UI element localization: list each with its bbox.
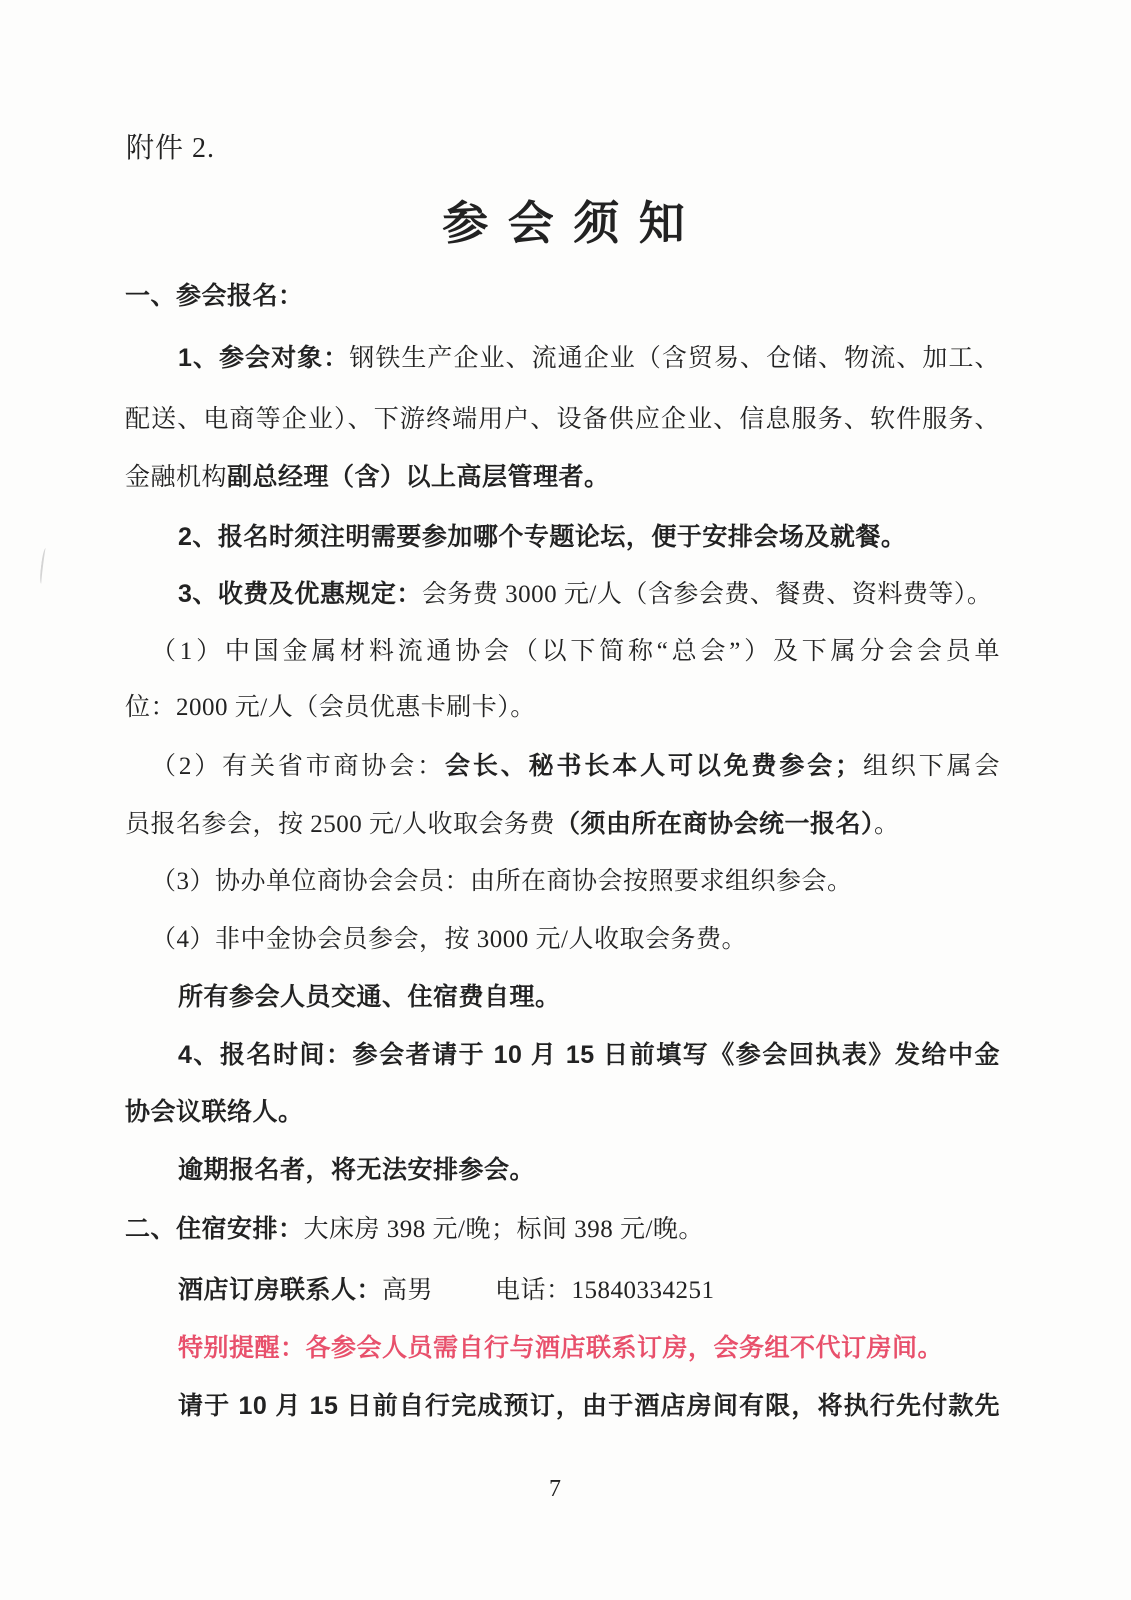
para-special-reminder: [178, 1330, 943, 1367]
para-fee-item1-line2: [125, 690, 536, 726]
heading-registration: [125, 278, 304, 315]
para-expenses-note: [178, 979, 561, 1016]
para-booking-note: [178, 1388, 1000, 1425]
text-run: （4）非中金协会员参会，按 3000 元/人收取会务费。: [151, 926, 747, 953]
para-deadline-line2: [125, 1094, 304, 1131]
para-forum-note: [178, 519, 906, 556]
text-run: 1、参会对象：: [178, 344, 350, 372]
text-run: （3）协办单位商协会会员：由所在商协会按照要求组织参会。: [151, 868, 853, 895]
hotel-contact-phone: 电话：15840334251: [495, 1277, 715, 1304]
scan-artifact: [39, 548, 48, 584]
text-run: 员报名参会，按 2500 元/人收取会务费: [125, 811, 555, 838]
para-hotel-contact: [178, 1272, 715, 1309]
para-fee-item4: [151, 922, 747, 958]
para-attendees-line3: [125, 459, 610, 496]
text-run: 3、收费及优惠规定：: [178, 580, 422, 608]
para-attendees-line2: [125, 402, 1000, 438]
text-run: 酒店订房联系人：: [178, 1276, 383, 1304]
para-fee-item1-line1: [151, 634, 1000, 670]
text-run: 组织下属会: [860, 753, 1000, 780]
text-run: 位：2000 元/人（会员优惠卡刷卡）。: [125, 694, 536, 721]
para-fee-item2-line2: [125, 806, 899, 843]
para-attendees-line1: [178, 340, 1000, 377]
para-deadline-line1: [178, 1037, 1000, 1074]
text-run: 副总经理（含）以上高层管理者。: [227, 463, 610, 491]
text-run: （1）中国金属材料流通协会（以下简称“总会”）及下属分会会员单: [151, 638, 1000, 665]
text-run: 特别提醒：各参会人员需自行与酒店联系订房，会务组不代订房间。: [178, 1334, 944, 1362]
para-fees: [178, 576, 992, 613]
para-fee-item2-line1: [151, 748, 1000, 785]
heading-accommodation: [125, 1211, 704, 1248]
text-run: 配送、电商等企业）、下游终端用户、设备供应企业、信息服务、软件服务、: [125, 406, 1000, 433]
text-run: 请于 10 月 15 日前自行完成预订，由于酒店房间有限，将执行先付款先: [178, 1392, 1000, 1420]
text-run: 4、报名时间：参会者请于 10 月 15 日前填写《参会回执表》发给中金: [178, 1041, 1000, 1069]
hotel-contact-name: 高男: [382, 1277, 434, 1304]
text-run: 协会议联络人。: [125, 1098, 304, 1126]
text-run: （2）有关省市商协会：: [151, 753, 446, 780]
text-run: 会务费 3000 元/人（含参会费、餐费、资料费等）。: [421, 581, 993, 608]
text-run: 金融机构: [125, 464, 228, 491]
text-run: 逾期报名者，将无法安排参会。: [178, 1156, 536, 1184]
text-run: 2、报名时须注明需要参加哪个专题论坛，便于安排会场及就餐。: [178, 523, 907, 551]
page-number: 7: [549, 1476, 561, 1502]
text-run: 所有参会人员交通、住宿费自理。: [178, 983, 561, 1011]
text-run: 附件 2.: [126, 133, 216, 164]
para-late-note: [178, 1152, 535, 1189]
text-run: 。: [873, 811, 900, 838]
document-title: 参 会 须 知: [442, 198, 689, 249]
text-run: 二、住宿安排：: [125, 1215, 304, 1243]
text-run: 钢铁生产企业、流通企业（含贸易、仓储、物流、加工、: [349, 345, 1000, 372]
text-run: （须由所在商协会统一报名）: [554, 810, 874, 838]
text-run: 会长、秘书长本人可以免费参会；: [445, 752, 861, 780]
attachment-label: [126, 130, 215, 168]
text-run: 一、参会报名：: [125, 282, 304, 310]
text-run: 大床房 398 元/晚；标间 398 元/晚。: [303, 1216, 704, 1243]
para-fee-item3: [151, 864, 853, 900]
